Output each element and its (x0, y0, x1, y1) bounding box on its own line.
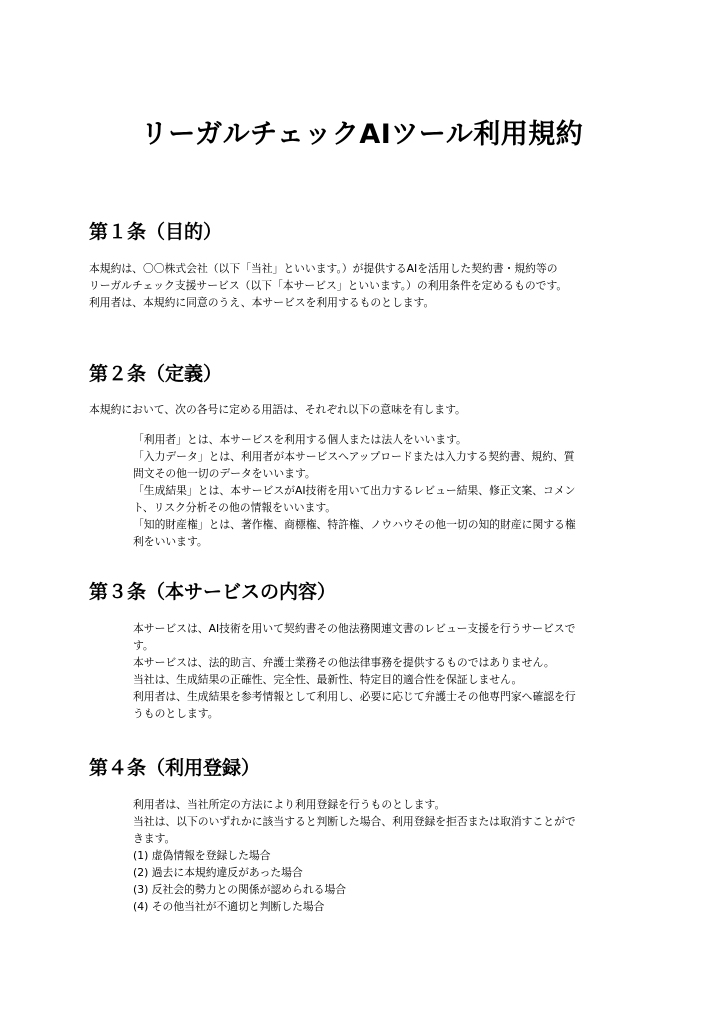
list-item: (2) 過去に本規約違反があった場合 (133, 866, 303, 879)
article-3-heading: 第３条（本サービスの内容） (89, 581, 337, 603)
paragraph-line: 本規約は、〇〇株式会社（以下「当社」といいます。）が提供するAIを活用した契約書・規約等の (89, 262, 558, 275)
definition-line: 「利用者」とは、本サービスを利用する個人または法人をいいます。 (133, 433, 467, 446)
definition-line: 「生成結果」とは、本サービスがAI技術を用いて出力するレビュー結果、修正文案、コメン (133, 484, 576, 497)
paragraph-line: リーガルチェック支援サービス（以下「本サービス」といいます。）の利用条件を定めるものです。 (89, 279, 568, 292)
definition-line: ト、リスク分析その他の情報をいいます。 (133, 501, 337, 514)
content-line: うものとします。 (133, 707, 219, 720)
article-4-heading: 第４条（利用登録） (89, 757, 261, 779)
paragraph-line: 利用者は、本規約に同意のうえ、本サービスを利用するものとします。 (89, 296, 435, 309)
definition-line: 「知的財産権」とは、著作権、商標権、特許権、ノウハウその他一切の知的財産に関する権 (133, 518, 576, 531)
article-1-paragraph (89, 260, 599, 311)
content-line: きます。 (133, 832, 176, 845)
article-3-content (133, 620, 643, 722)
content-line: 本サービスは、AI技術を用いて契約書その他法務関連文書のレビュー支援を行うサービスで (133, 622, 576, 635)
article-2-definitions (133, 431, 643, 550)
content-line: 当社は、生成結果の正確性、完全性、最新性、特定目的適合性を保証しません。 (133, 673, 523, 686)
list-item: (3) 反社会的勢力との関係が認められる場合 (133, 883, 347, 896)
definition-line: 利をいいます。 (133, 535, 208, 548)
list-item: (4) その他当社が不適切と判断した場合 (133, 900, 325, 913)
content-line: す。 (133, 639, 154, 652)
content-line: 当社は、以下のいずれかに該当すると判断した場合、利用登録を拒否または取消すことがで (133, 815, 576, 828)
article-4-content (133, 796, 643, 915)
content-line: 本サービスは、法的助言、弁護士業務その他法律事務を提供するものではありません。 (133, 656, 555, 669)
document-title: リーガルチェックAIツール利用規約 (140, 119, 584, 150)
list-item: (1) 虚偽情報を登録した場合 (133, 849, 271, 862)
definition-line: 問文その他一切のデータをいいます。 (133, 467, 316, 480)
content-line: 利用者は、当社所定の方法により利用登録を行うものとします。 (133, 798, 446, 811)
article-1-heading: 第１条（目的） (89, 221, 223, 243)
content-line: 利用者は、生成結果を参考情報として利用し、必要に応じて弁護士その他専門家へ確認を行 (133, 690, 576, 703)
article-2-intro: 本規約において、次の各号に定める用語は、それぞれ以下の意味を有します。 (89, 403, 466, 416)
article-2-heading: 第２条（定義） (89, 363, 223, 385)
definition-line: 「入力データ」とは、利用者が本サービスへアップロードまたは入力する契約書、規約、質 (133, 450, 575, 463)
